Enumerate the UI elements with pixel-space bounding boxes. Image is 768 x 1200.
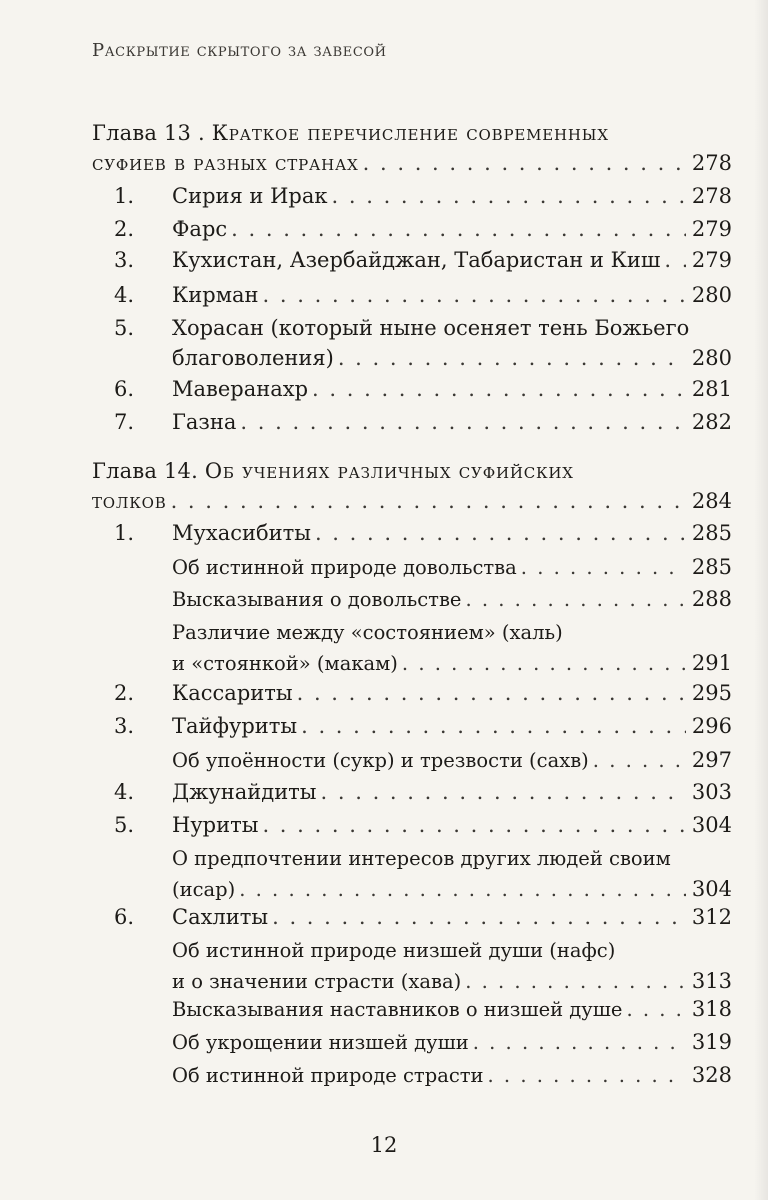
item-number: 1. (114, 184, 135, 208)
item-page: 318 (691, 997, 732, 1021)
toc-subitem-14-6b[interactable] (92, 994, 732, 1025)
chapter-14-title-line2: толков (92, 489, 167, 513)
leader-dots (312, 374, 686, 404)
item-number: 1. (114, 521, 135, 545)
item-page: 279 (691, 217, 732, 241)
toc-subitem-14-6a[interactable] (92, 936, 732, 997)
toc-subitem-14-1c[interactable] (92, 618, 732, 679)
leader-dots (664, 245, 686, 275)
item-title-line1: О предпочтении интересов других людей своим (172, 847, 671, 870)
toc-subitem-14-5a[interactable] (92, 844, 732, 905)
item-title-line2: и о значении страсти (хава) (172, 970, 462, 993)
leader-dots (301, 711, 686, 741)
item-page: 279 (691, 248, 732, 272)
item-number: 6. (114, 377, 135, 401)
leader-dots (332, 181, 686, 211)
item-page: 313 (691, 969, 732, 993)
chapter-14-title-line1: Об учениях различных суфийских (204, 459, 574, 483)
leader-dots (521, 553, 686, 583)
leader-dots (338, 343, 686, 373)
item-page: 280 (691, 346, 732, 370)
leader-dots (402, 649, 686, 679)
leader-dots (297, 678, 686, 708)
item-title-line2: и «стоянкой» (макам) (172, 652, 398, 675)
chapter-14-prefix: Глава 14. (92, 459, 205, 483)
item-page: 280 (691, 283, 732, 307)
leader-dots (321, 777, 686, 807)
toc-item-14-6[interactable] (92, 902, 732, 932)
page-number: 12 (370, 1133, 398, 1157)
chapter-13-title-line1: Краткое перечисление современных (211, 121, 609, 145)
leader-dots (363, 148, 686, 178)
item-number: 3. (114, 248, 135, 272)
item-page: 304 (691, 813, 732, 837)
item-number: 4. (114, 780, 135, 804)
item-title: Кухистан, Азербайджан, Табаристан и Киш (172, 248, 661, 272)
toc-item-14-2[interactable] (92, 678, 732, 708)
leader-dots (315, 518, 686, 548)
item-title: Кирман (172, 283, 259, 307)
item-title-line1: Различие между «состоянием» (халь) (172, 621, 563, 644)
item-number: 4. (114, 283, 135, 307)
item-title: Высказывания наставников о низшей душе (172, 998, 623, 1021)
item-title: Об укрощении низшей души (172, 1031, 469, 1054)
running-head: Раскрытие скрытого за завесой (92, 40, 387, 61)
chapter-13-page: 278 (691, 151, 732, 175)
item-page: 312 (691, 905, 732, 929)
item-page: 278 (691, 184, 732, 208)
item-number: 7. (114, 410, 135, 434)
item-title: Маверанахр (172, 377, 309, 401)
item-title: Об истинной природе страсти (172, 1064, 484, 1087)
item-number: 5. (114, 316, 135, 340)
item-page: 281 (691, 377, 732, 401)
toc-subitem-14-1b[interactable] (92, 584, 732, 615)
page-edge-shadow (754, 0, 768, 1200)
toc-item-14-3[interactable] (92, 711, 732, 741)
item-page: 319 (691, 1030, 732, 1054)
item-title: Мухасибиты (172, 521, 311, 545)
leader-dots (272, 902, 686, 932)
chapter-13-prefix: Глава 13 . (92, 121, 212, 145)
toc-subitem-14-1a[interactable] (92, 552, 732, 583)
item-title-line2: благоволения) (172, 346, 334, 370)
item-title: Высказывания о довольстве (172, 588, 462, 611)
item-title: Фарс (172, 217, 228, 241)
item-title: Сирия и Ирак (172, 184, 328, 208)
item-page: 304 (691, 877, 732, 901)
leader-dots (263, 280, 686, 310)
item-number: 5. (114, 813, 135, 837)
leader-dots (593, 746, 686, 776)
item-title: Сахлиты (172, 905, 269, 929)
chapter-13-title-line2: суфиев в разных странах (92, 151, 359, 175)
leader-dots (626, 995, 685, 1025)
item-page: 282 (691, 410, 732, 434)
item-page: 296 (691, 714, 732, 738)
toc-item-14-5[interactable] (92, 810, 732, 840)
toc-subitem-14-6d[interactable] (92, 1060, 732, 1091)
item-page: 328 (691, 1063, 732, 1087)
chapter-14-page: 284 (691, 489, 732, 513)
toc-item-13-5[interactable] (92, 313, 732, 373)
item-number: 6. (114, 905, 135, 929)
toc-item-14-1[interactable] (92, 518, 732, 548)
item-title: Об упоённости (сукр) и трезвости (сахв) (172, 749, 589, 772)
item-title: Кассариты (172, 681, 293, 705)
item-title: Джунайдиты (172, 780, 317, 804)
item-page: 303 (691, 780, 732, 804)
toc-item-13-7[interactable] (92, 407, 732, 437)
chapter-13-heading[interactable] (92, 118, 732, 178)
leader-dots (240, 407, 686, 437)
item-page: 285 (691, 555, 732, 579)
item-title-line1: Об истинной природе низшей души (нафс) (172, 939, 616, 962)
item-title-line2: (исар) (172, 878, 236, 901)
toc-item-13-6[interactable] (92, 374, 732, 404)
leader-dots (262, 810, 685, 840)
leader-dots (465, 585, 685, 615)
item-page: 288 (691, 587, 732, 611)
item-number: 2. (114, 681, 135, 705)
item-number: 3. (114, 714, 135, 738)
toc-item-13-2[interactable] (92, 214, 732, 244)
item-title: Газна (172, 410, 237, 434)
item-page: 295 (691, 681, 732, 705)
item-title: Нуриты (172, 813, 259, 837)
leader-dots (239, 875, 686, 905)
toc-item-14-4[interactable] (92, 777, 732, 807)
leader-dots (171, 486, 686, 516)
item-page: 291 (691, 651, 732, 675)
toc-subitem-14-3a[interactable] (92, 745, 732, 776)
toc-item-13-4[interactable] (92, 280, 732, 310)
item-page: 297 (691, 748, 732, 772)
toc-item-13-3[interactable] (92, 245, 732, 275)
chapter-14-heading[interactable] (92, 456, 732, 516)
leader-dots (465, 967, 686, 997)
leader-dots (231, 214, 686, 244)
item-number: 2. (114, 217, 135, 241)
toc-subitem-14-6c[interactable] (92, 1027, 732, 1058)
toc-item-13-1[interactable] (92, 181, 732, 211)
leader-dots (473, 1028, 686, 1058)
item-page: 285 (691, 521, 732, 545)
item-title: Об истинной природе довольства (172, 556, 517, 579)
item-title-line1: Хорасан (который ныне осеняет тень Божьего (172, 316, 690, 340)
item-title: Тайфуриты (172, 714, 298, 738)
leader-dots (488, 1061, 686, 1091)
